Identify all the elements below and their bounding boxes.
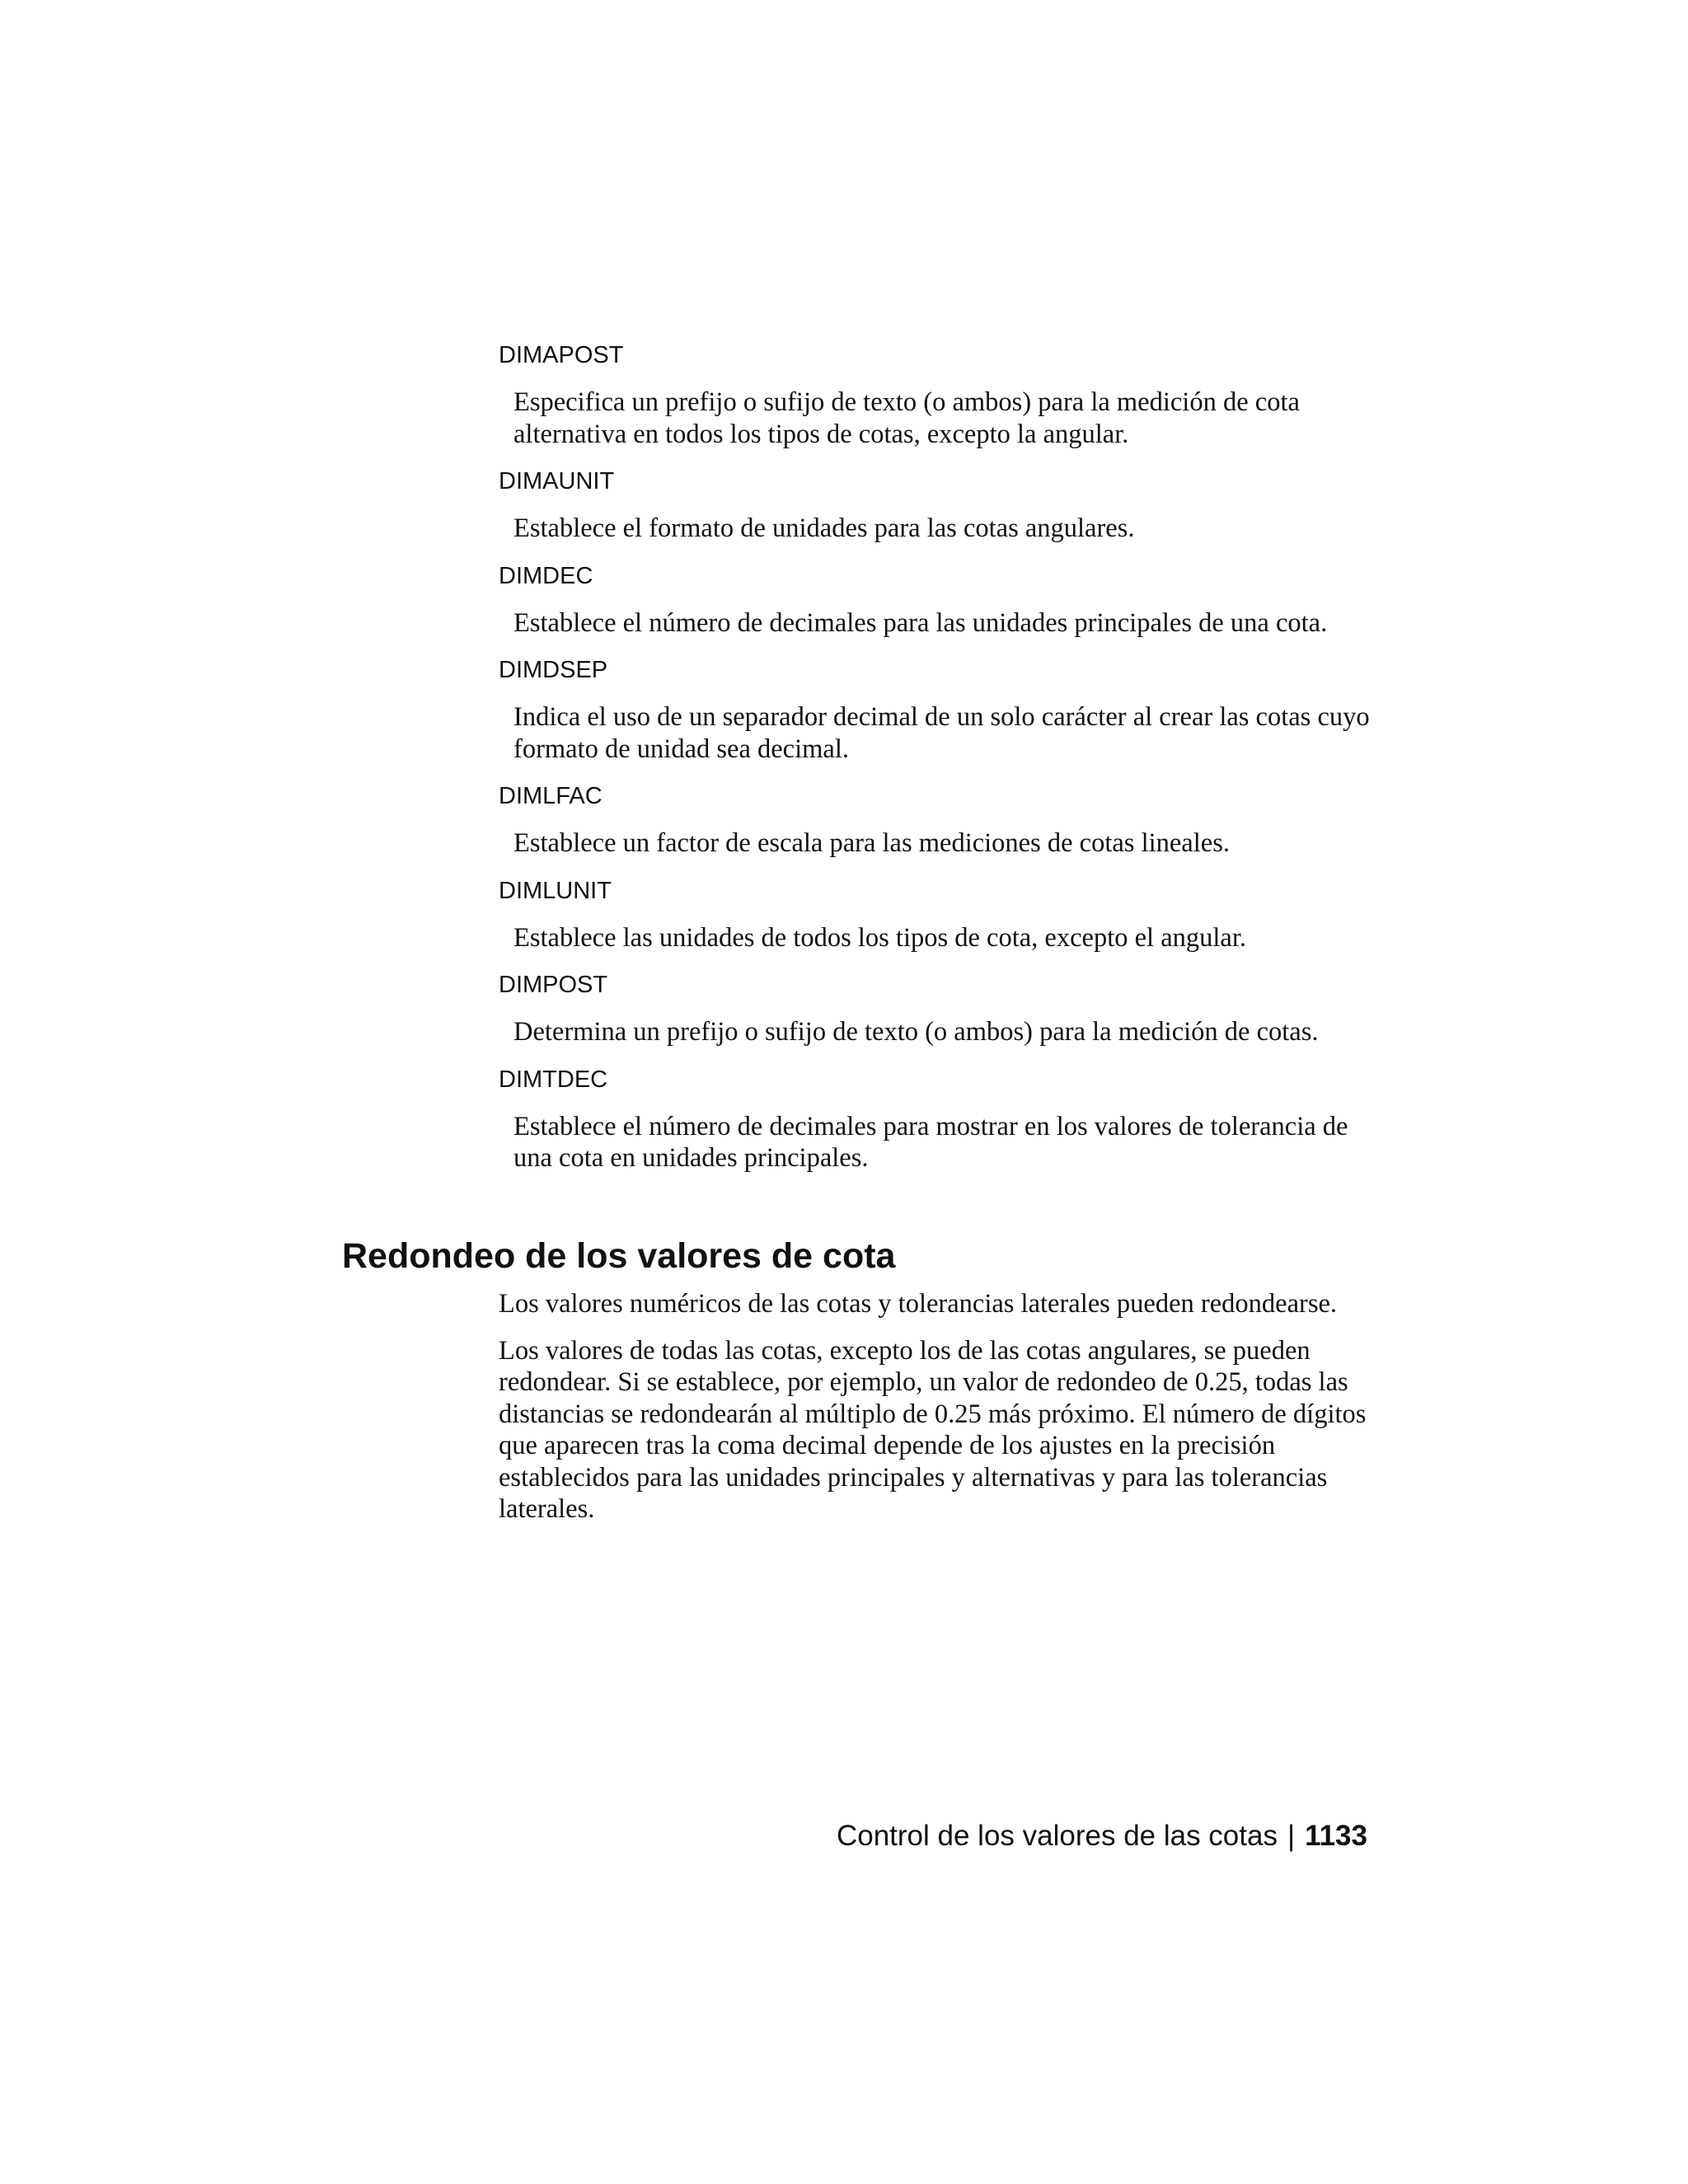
definition-term: DIMAPOST [499, 342, 624, 368]
section-body [499, 1288, 1381, 1540]
definition-term: DIMAUNIT [499, 468, 615, 494]
body-paragraph: Los valores numéricos de las cotas y tolerancias laterales pueden redondearse. [499, 1289, 1338, 1319]
definition-term: DIMPOST [499, 972, 608, 998]
definition-description: Establece un factor de escala para las mediciones de cotas lineales. [513, 828, 1230, 858]
definition-description: Establece el número de decimales para las unidades principales de una cota. [513, 607, 1328, 638]
page-number: 1133 [1305, 1820, 1367, 1852]
footer-separator: | [1287, 1820, 1296, 1852]
page-footer [837, 1818, 1367, 1854]
body-paragraph: Los valores de todas las cotas, excepto los de las cotas angulares, se pueden redondear. Si se establece, por ejemplo, un valor de redondeo de 0.25, todas las distancias se redondearán al múltiplo de 0.25 más próximo. El número de dígitos que aparecen tras la coma decimal depende de los ajustes en la precisión establecidos para las unidades principales y alternativas y para las tolerancias laterales. [499, 1335, 1367, 1524]
definition-term: DIMTDEC [499, 1066, 608, 1093]
definition-description: Establece el número de decimales para mostrar en los valores de tolerancia de una cota en unidades principales. [513, 1111, 1348, 1173]
variable-definition-list [499, 339, 1381, 1189]
section-heading: Redondeo de los valores de cota [342, 1236, 896, 1276]
definition-description: Establece el formato de unidades para las cotas angulares. [513, 513, 1135, 543]
definition-description: Especifica un prefijo o sufijo de texto (o ambos) para la medición de cota alternativa en todos los tipos de cotas, excepto la angular. [513, 387, 1300, 449]
footer-chapter-title: Control de los valores de las cotas [836, 1820, 1278, 1852]
definition-term: DIMLUNIT [499, 877, 612, 904]
definition-term: DIMLFAC [499, 783, 603, 809]
definition-description: Establece las unidades de todos los tipos de cota, excepto el angular. [513, 922, 1246, 953]
definition-description: Indica el uso de un separador decimal de un solo carácter al crear las cotas cuyo formato de unidad sea decimal. [513, 702, 1370, 764]
definition-description: Determina un prefijo o sufijo de texto (o ambos) para la medición de cotas. [513, 1017, 1319, 1047]
definition-term: DIMDSEP [499, 657, 608, 683]
definition-term: DIMDEC [499, 562, 593, 589]
